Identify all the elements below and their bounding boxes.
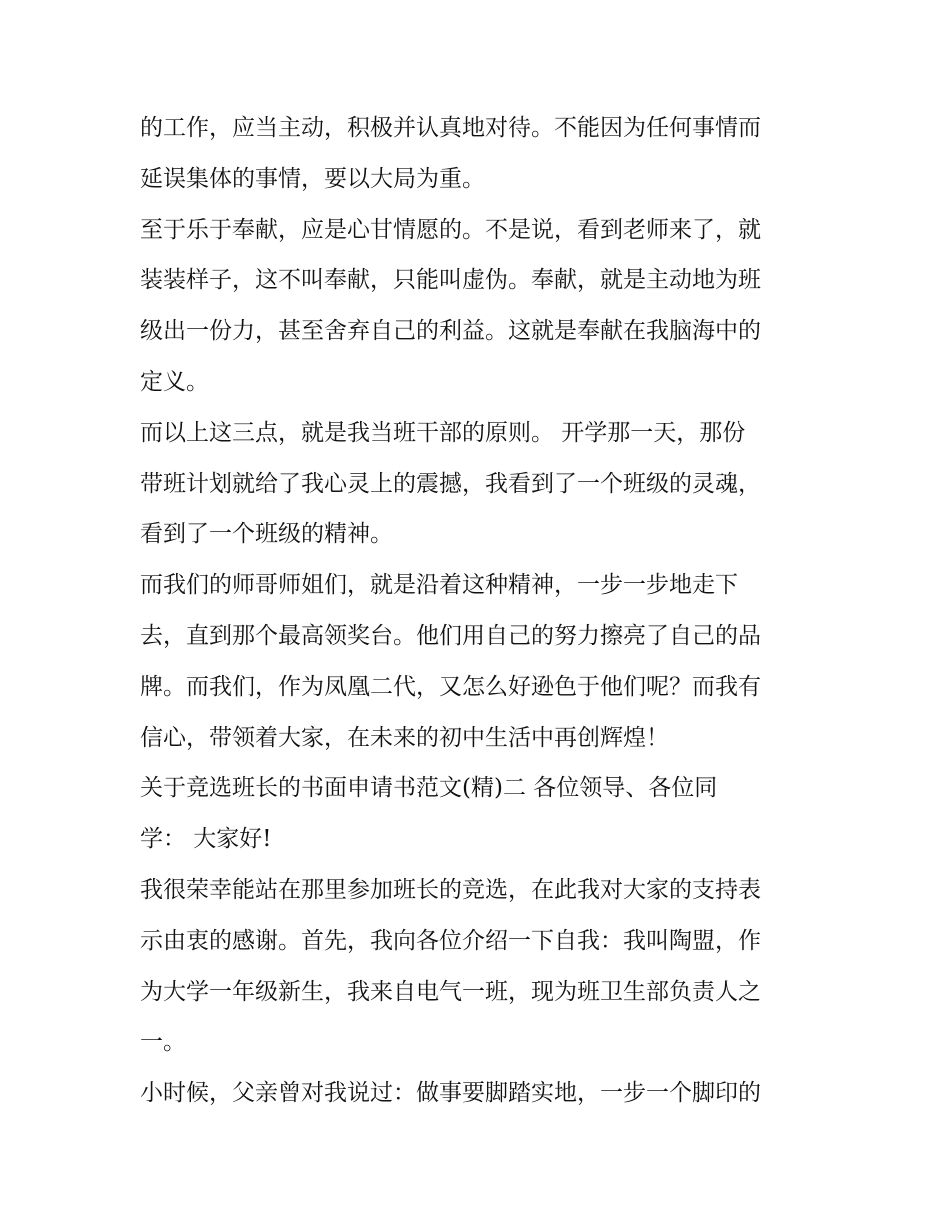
text-line: 示由衷的感谢。首先，我向各位介绍一下自我：我叫陶盟，作: [140, 927, 761, 954]
text-line: 而以上这三点，就是我当班干部的原则。 开学那一天，那份: [140, 419, 746, 446]
text-line: 而我们的师哥师姐们，就是沿着这种精神，一步一步地走下: [140, 572, 738, 599]
text-line: 为大学一年级新生，我来自电气一班，现为班卫生部负责人之: [140, 978, 761, 1005]
text-line: 的工作，应当主动，积极并认真地对待。不能因为任何事情而: [140, 115, 761, 141]
text-line: 级出一份力，甚至舍弃自己的利益。这就是奉献在我脑海中的: [140, 318, 761, 345]
text-line: 信心，带领着大家，在未来的初中生活中再创辉煌！: [140, 724, 669, 751]
text-line: 小时候，父亲曾对我说过：做事要脚踏实地，一步一个脚印的: [140, 1080, 761, 1107]
text-line: 看到了一个班级的精神。: [140, 521, 393, 548]
text-line: 带班计划就给了我心灵上的震撼，我看到了一个班级的灵魂，: [140, 470, 761, 497]
text-line: 我很荣幸能站在那里参加班长的竞选，在此我对大家的支持表: [140, 876, 761, 903]
document-body: [140, 103, 830, 1119]
text-line: 装装样子，这不叫奉献，只能叫虚伪。奉献，就是主动地为班: [140, 267, 761, 294]
text-line: 关于竞选班长的书面申请书范文(精)二 各位领导、各位同: [140, 775, 718, 802]
text-line: 至于乐于奉献，应是心甘情愿的。不是说，看到老师来了，就: [140, 216, 761, 243]
text-line: 学： 大家好!: [140, 826, 272, 853]
text-line: 去，直到那个最高领奖台。他们用自己的努力擦亮了自己的品: [140, 622, 761, 649]
text-line: 牌。而我们，作为凤凰二代，又怎么好逊色于他们呢？而我有: [140, 673, 761, 700]
text-line: 一。: [140, 1029, 186, 1056]
text-line: 定义。: [140, 368, 209, 395]
text-line: 延误集体的事情，要以大局为重。: [140, 165, 485, 192]
